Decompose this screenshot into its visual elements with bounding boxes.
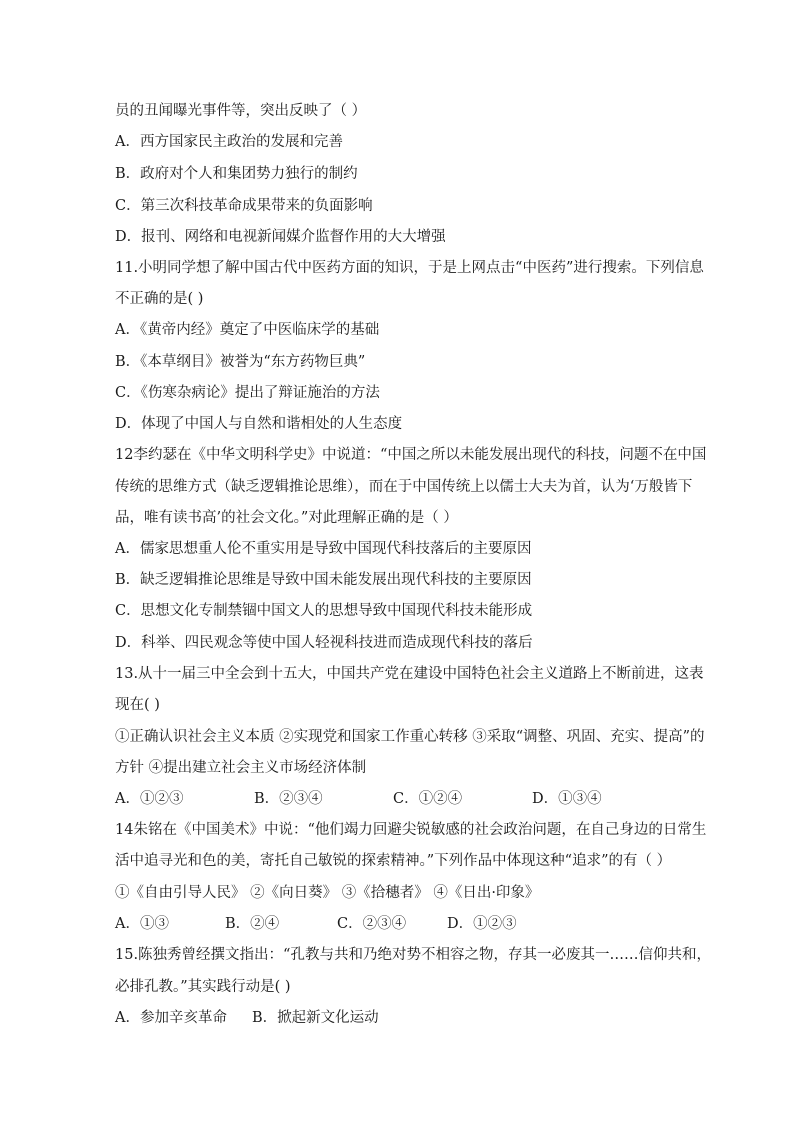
q13-option-c: C．①②④ [393,791,463,807]
q14-items: ①《自由引导人民》 ②《向日葵》 ③《拾穗者》 ④《日出·印象》 [115,885,540,901]
q11-option-c: C．《伤寒杂病论》提出了辩证施治的方法 [115,385,380,401]
q13-stem-line1: 13.从十一届三中全会到十五大，中国共产党在建设中国特色社会主义道路上不断前进，这表 [115,666,704,682]
q15-stem-line2: 必排孔教。”其实践行动是( ) [115,979,291,995]
q14-stem-line1: 14朱铭在《中国美术》中说：“他们竭力回避尖锐敏感的社会政治问题，在自己身边的日常生 [115,822,707,838]
q11-option-d: D．体现了中国人与自然和谐相处的人生态度 [115,416,403,432]
q14-option-c: C．②③④ [337,916,407,932]
q12-option-c: C．思想文化专制禁锢中国文人的思想导致中国现代科技未能形成 [115,603,533,619]
q13-stem-line2: 现在( ) [115,697,160,713]
q14-stem-line2: 活中追寻光和色的美，寄托自己敏锐的探索精神。”下列作品中体现这种“追求”的有（ ） [115,853,672,869]
q10-option-b: B．政府对个人和集团势力独行的制约 [115,166,358,182]
q14-option-a: A．①③ [115,916,169,932]
q12-option-d: D．科举、四民观念等使中国人轻视科技进而造成现代科技的落后 [115,635,533,651]
q15-stem-line1: 15.陈独秀曾经撰文指出：“孔教与共和乃绝对势不相容之物，存其一必废其一……信仰共和， [115,947,711,963]
q12-option-a-visible: A．儒家思想重人伦不重实用是导致中国现代科技落后的主要原因 [115,541,532,557]
q10-option-a: A．西方国家民主政治的发展和完善 [115,134,343,150]
q12-option-b: B．缺乏逻辑推论思维是导致中国未能发展出现代科技的主要原因 [115,572,532,588]
q11-option-a: A．《黄帝内经》奠定了中医临床学的基础 [115,322,380,338]
q15-option-a: A．参加辛亥革命 [115,1010,227,1026]
q14-option-d: D．①②③ [447,916,517,932]
q11-option-b: B．《本草纲目》被誉为“东方药物巨典” [115,354,366,370]
q13-option-a: A．①②③ [115,791,184,807]
q14-option-b: B．②④ [225,916,280,932]
q12-stem-line1: 12李约瑟在《中华文明科学史》中说道：“中国之所以未能发展出现代的科技，问题不在中国 [115,447,707,463]
q12-stem-line3: 品，唯有读书高’的社会文化。”对此理解正确的是（ ） [115,510,458,526]
q10-option-c: C．第三次科技革命成果带来的负面影响 [115,198,373,214]
q13-items-line2: 方针 ④提出建立社会主义市场经济体制 [115,760,367,776]
q11-stem-line1: 11.小明同学想了解中国古代中医药方面的知识，于是上网点击“中医药”进行搜索。下列信息 [115,260,704,276]
q13-option-b: B．②③④ [254,791,323,807]
q12-stem-line2: 传统的思维方式（缺乏逻辑推论思维），而在于中国传统上以儒士大夫为首，认为‘万般皆下 [115,479,693,495]
q13-items-line1: ①正确认识社会主义本质 ②实现党和国家工作重心转移 ③采取“调整、巩固、充实、提高”的 [115,729,705,745]
q10-stem-end: 员的丑闻曝光事件等，突出反映了（ ） [115,103,367,119]
q13-option-d: D．①③④ [532,791,602,807]
q10-option-d: D．报刊、网络和电视新闻媒介监督作用的大大增强 [115,229,446,245]
q15-option-b: B．掀起新文化运动 [252,1010,379,1026]
q11-stem-line2: 不正确的是( ) [115,291,204,307]
